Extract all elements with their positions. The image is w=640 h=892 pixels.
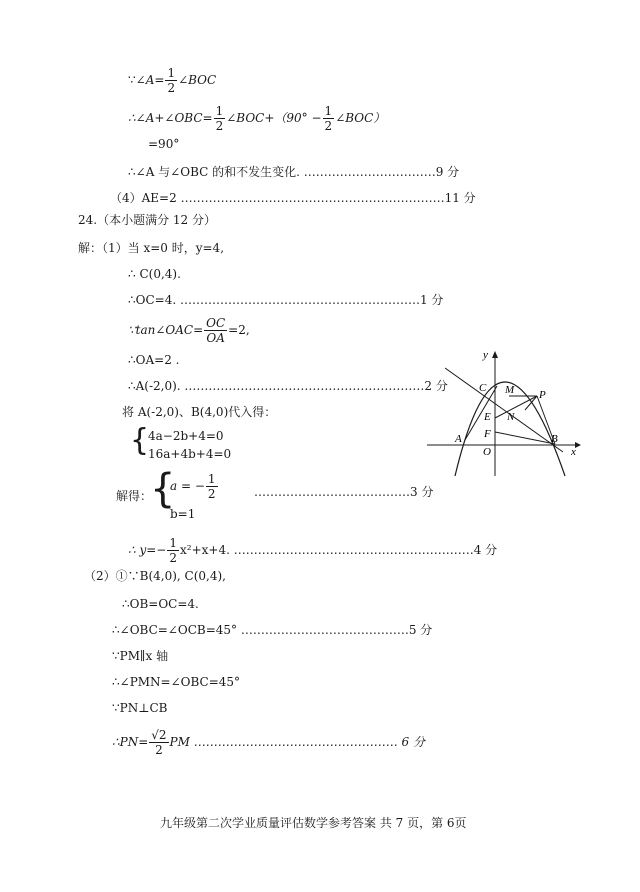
line-oc: ∴OC=4. ……………………………………………………1 分 (128, 293, 444, 307)
line-tan: ∵tan∠OAC= $\frac{OC}{OA}$ =2, (128, 316, 250, 345)
label-f: F (484, 428, 491, 440)
question-heading: 24.（本小题满分 12 分） (78, 213, 216, 227)
line-solution-start: 解：（1）当 x=0 时，y=4, (78, 241, 225, 255)
solution-score: …………………………………3 分 (254, 485, 434, 499)
label-p: P (539, 389, 546, 401)
page-footer: 九年级第二次学业质量评估数学参考答案 共 7 页，第 6页 (160, 816, 467, 830)
line-fb (495, 432, 555, 444)
solution-b: b=1 (170, 507, 196, 521)
line-pmn: ∴∠PMN=∠OBC=45° (112, 675, 241, 689)
solution-a: a = − $\frac{1}{2}$ (170, 472, 216, 501)
equation-2: 16a+4b+4=0 (148, 447, 232, 461)
line-sum-unchanged: ∴∠A 与∠OBC 的和不发生变化. ……………………………9 分 (128, 165, 460, 179)
line-equals-90: =90° (148, 137, 180, 151)
line-parabola: ∴ y=− $\frac{1}{2}$ x²+x+4. ……………………………………………………4 分 (128, 536, 498, 565)
label-e: E (484, 411, 491, 423)
label-a: A (455, 433, 462, 445)
equation-1: 4a−2b+4=0 (148, 429, 224, 443)
fraction: $\frac{√2}{2}$ (151, 728, 167, 757)
fraction: $\frac{1}{2}$ (324, 104, 333, 133)
line-cb (445, 368, 563, 452)
line-point-a: ∴A(-2,0). ……………………………………………………2 分 (128, 379, 448, 393)
label-x: x (571, 446, 576, 458)
label-m: M (505, 384, 515, 396)
x-axis-arrow (575, 442, 581, 448)
line-part2-start: （2）①∵B(4,0), C(0,4), (84, 569, 226, 583)
solution-brace: { (150, 466, 176, 512)
solution-label: 解得： (116, 489, 153, 503)
label-n: N (507, 411, 515, 423)
line-part4-answer: （4）AE=2 …………………………………………………………11 分 (110, 191, 476, 205)
fraction: $\frac{OC}{OA}$ (206, 316, 226, 345)
line-point-c: ∴ C(0,4). (128, 267, 181, 281)
label-o: O (483, 446, 491, 458)
fraction: $\frac{1}{2}$ (215, 104, 224, 133)
fraction: $\frac{1}{2}$ (207, 472, 216, 501)
parabola-figure (425, 348, 595, 478)
label-b: B (551, 433, 558, 445)
system-brace: { (130, 423, 150, 458)
line-pm-parallel: ∵PM∥x 轴 (112, 649, 169, 663)
line-ob-oc: ∴OB=OC=4. (122, 597, 199, 611)
line-pn-perp: ∵PN⊥CB (112, 701, 168, 715)
line-pe (495, 396, 537, 418)
label-y: y (483, 349, 488, 361)
line-45-deg: ∴∠OBC=∠OCB=45° ……………………………………5 分 (112, 623, 433, 637)
line-substitute: 将 A(-2,0)、B(4,0)代入得： (122, 405, 277, 419)
y-axis-arrow (492, 351, 498, 358)
fraction: $\frac{1}{2}$ (167, 66, 176, 95)
line-angle-a-half: ∵∠A= $\frac{1}{2}$ ∠BOC (128, 66, 217, 95)
fraction: $\frac{1}{2}$ (169, 536, 177, 565)
line-pn-formula: ∴PN= $\frac{√2}{2}$ PM …………………………………………… 6 分 (112, 728, 425, 757)
line-sum-expression: ∴∠A+∠OBC= $\frac{1}{2}$ ∠BOC+（90° − $\frac{1}{2}$ ∠BOC） (128, 104, 386, 133)
line-oa: ∴OA=2 . (128, 353, 180, 367)
label-c: C (479, 382, 487, 394)
